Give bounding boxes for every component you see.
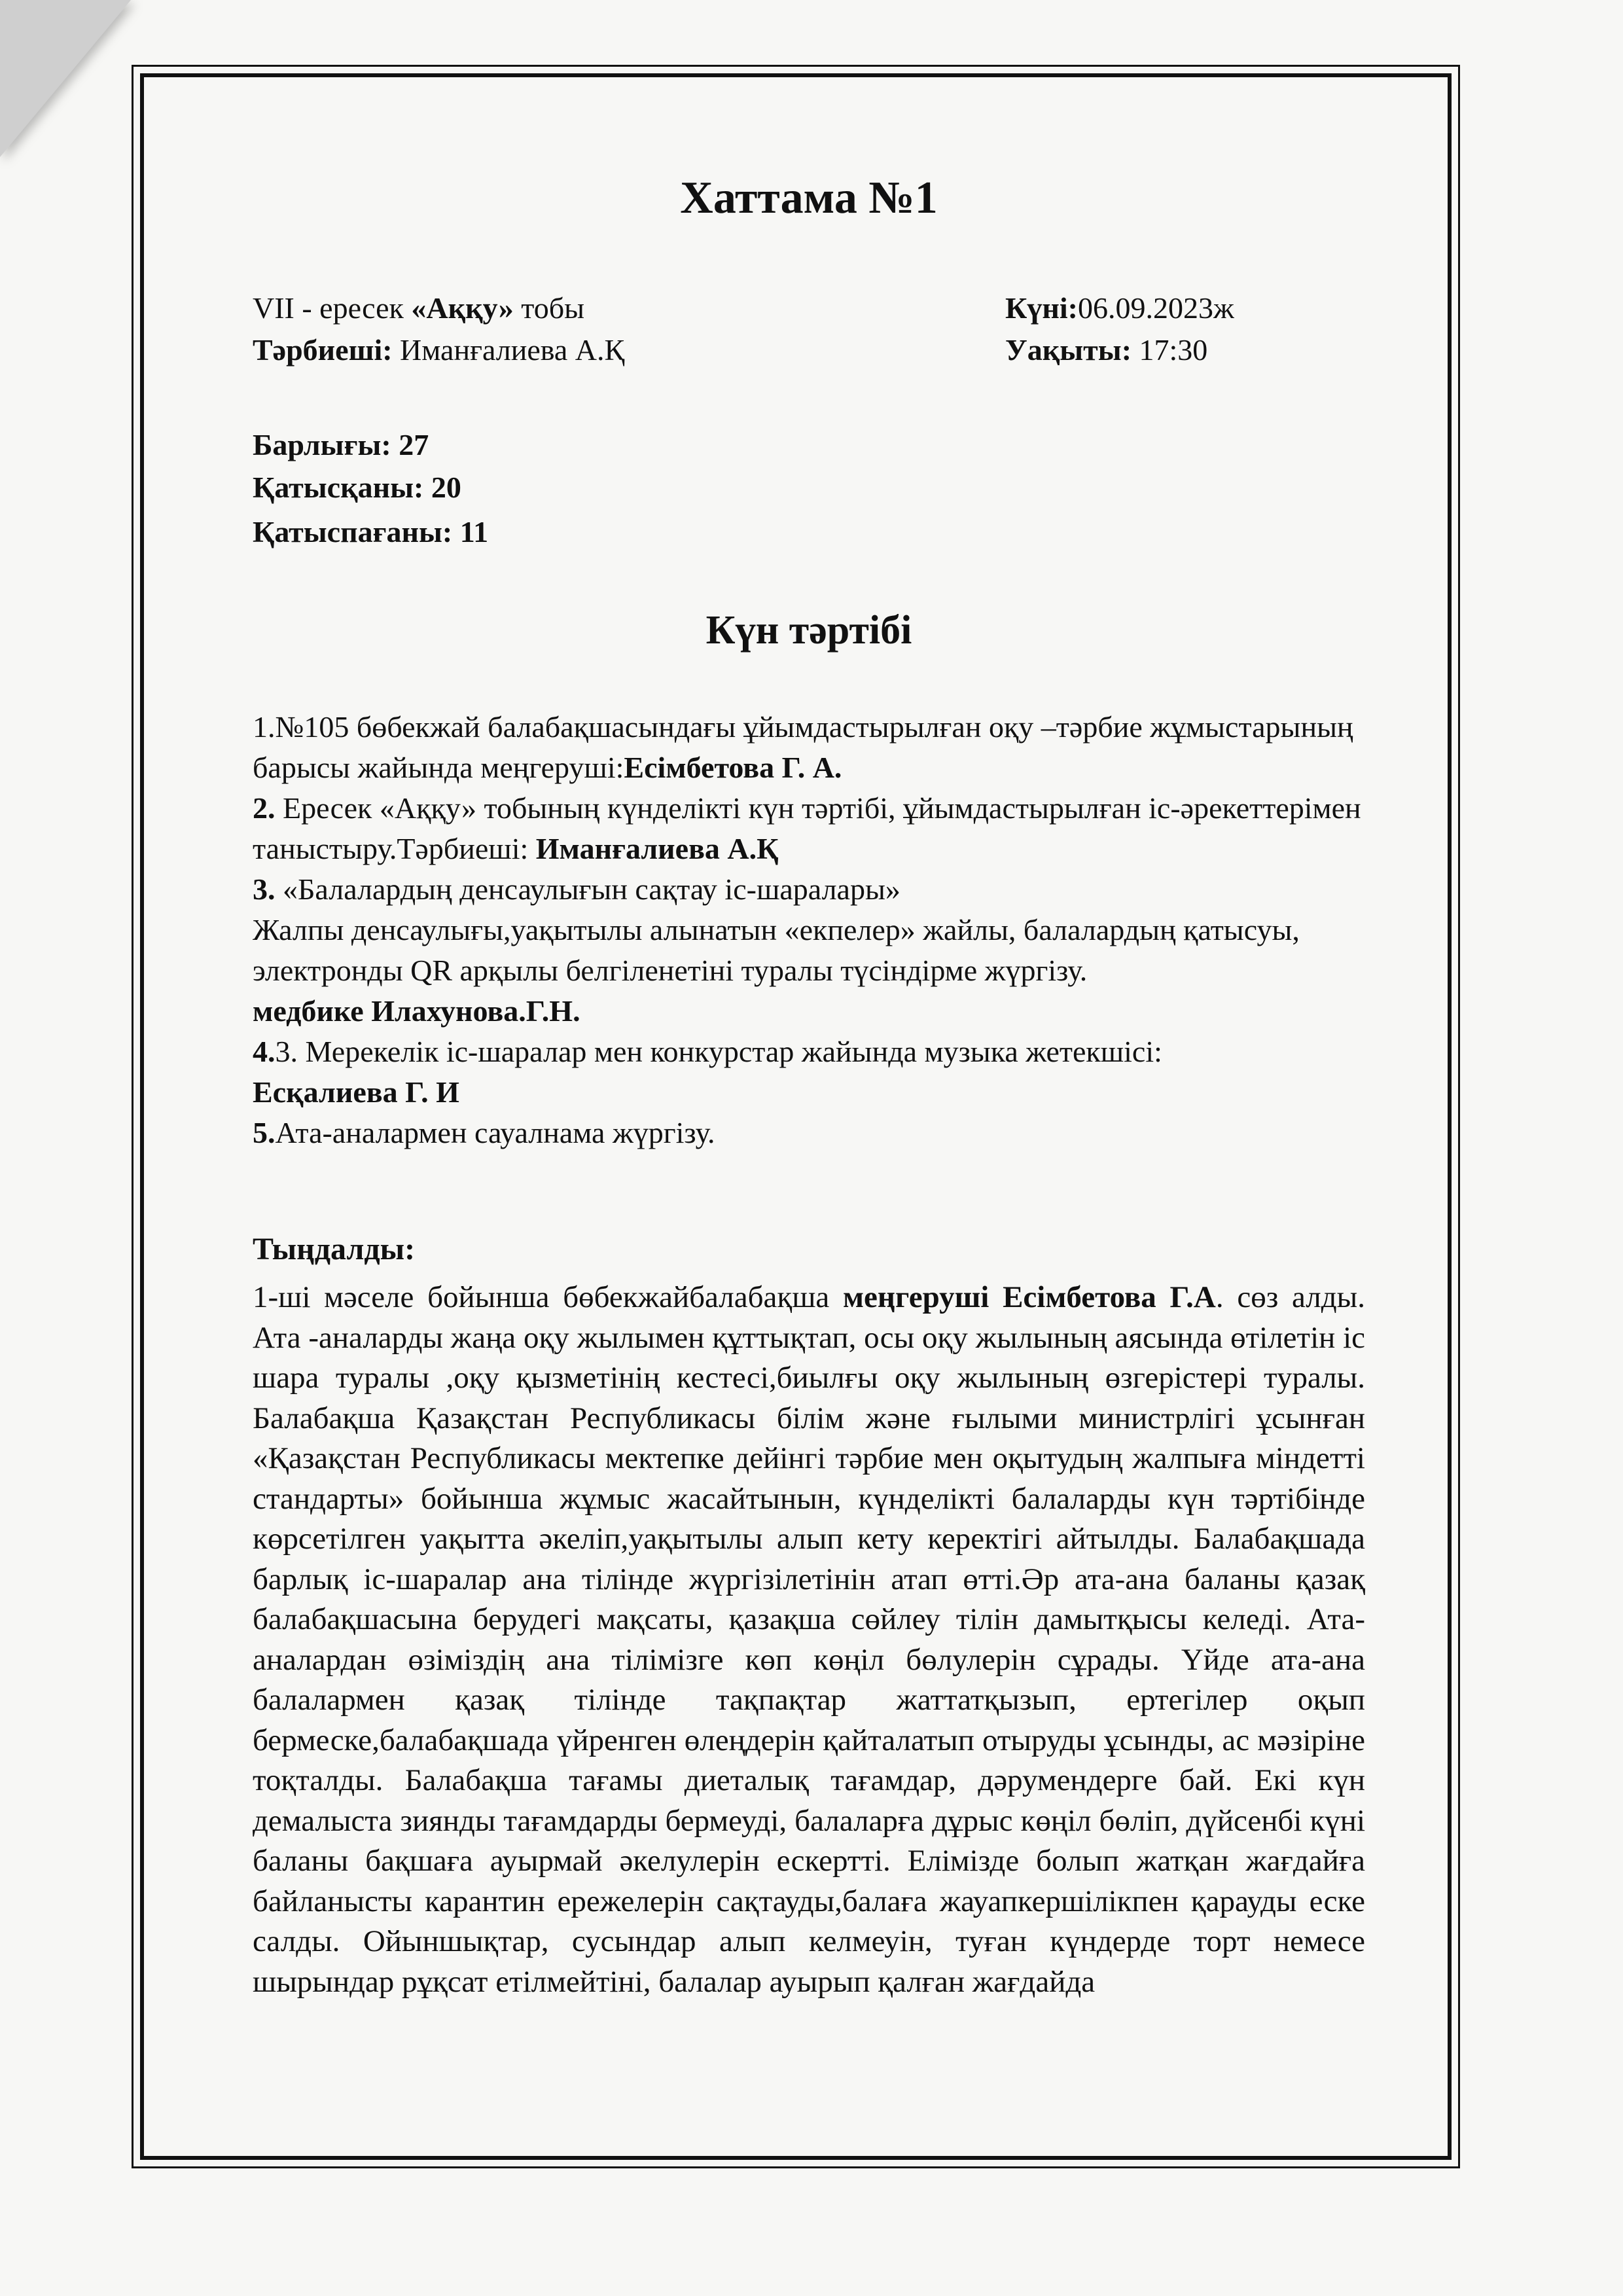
meeting-time: Уақыты: 17:30 xyxy=(1005,333,1208,367)
agenda-list xyxy=(253,707,1365,1153)
document-title: Хаттама №1 xyxy=(680,173,938,223)
agenda-item-2: 2. Ересек «Аққу» тобының күнделікті күн тәртібі, ұйымдастырылған іс-әрекеттерімен таныстыру.Тәрбиеші: Иманғалиева А.Қ xyxy=(253,791,1361,865)
agenda-item-5: 5.Ата-аналармен сауалнама жүргізу. xyxy=(253,1116,715,1149)
meeting-date: Күні:06.09.2023ж xyxy=(1005,291,1234,325)
speaker-name: меңгеруші Есімбетова Г.А xyxy=(843,1280,1216,1314)
stat-absent: Қатыспағаны: 11 xyxy=(253,515,489,548)
agenda-item-3: 3. «Балалардың денсаулығын сақтау іс-шаралары» xyxy=(253,872,901,906)
group-info: VII - ересек «Аққу» тобы xyxy=(253,291,585,325)
group-name: «Аққу» xyxy=(411,291,514,325)
stat-attended: Қатысқаны: 20 xyxy=(253,471,461,504)
agenda-title: Күн тәртібі xyxy=(705,608,912,653)
heard-paragraph: 1-ші мәселе бойынша бөбекжайбалабақша меңгеруші Есімбетова Г.А. сөз алды. Ата -аналарды жаңа оқу жылымен құттықтап, осы оқу жылының аясында өтілетін іс шара туралы ,оқу қызметінің кестесі,биылғы оқу жылының өзгерістері туралы. Балабақша Қазақстан Республикасы білім және ғылыми министрлігі ұсынған «Қазақстан Республикасы мектепке дейінгі тәрбие мен оқытудың жалпыға міндетті стандарты» бойынша жұмыс жасайтынын, күнделікті балаларды күн тәртібінде көрсетілген уақытта әкеліп,уақытылы алып кету керектігі айтылды. Балабақшада барлық іс-шаралар ана тілінде жүргізілетінін атап өтті.Әр ата-ана баланы қазақ балабақшасына берудегі мақсаты, қазақша сөйлеу тілін дамытқысы келеді. Ата-аналардан өзіміздің ана тілімізге көп көңіл бөлулерін сұрады. Үйде ата-ана балалармен қазақ тілінде тақпақтар жаттатқызып, ертегілер оқып бермеске,балабақшада үйренген өлеңдерін қайталатып отыруды ұсынды, ас мәзіріне тоқталды. Балабақша тағамы диеталық тағамдар, дәрумендерге бай. Екі күн демалыста зиянды тағамдарды бермеуді, балаларға дұрыс көңіл бөліп, дүйсенбі күні баланы бақшаға ауырмай әкелулерін ескертті. Елімізде болып жатқан жағдайға байланысты карантин ережелерін сақтауды,балаға жауапкершілікпен қарауды еске салды. Ойыншықтар, сусындар алып келмеуін, туған күндерде торт немесе шырындар рұқсат етілмейтіні, балалар ауырып қалған жағдайда xyxy=(253,1280,1365,1999)
teacher-info: Тәрбиеші: Иманғалиева А.Қ xyxy=(253,333,625,367)
agenda-item-3-person: медбике Илахунова.Г.Н. xyxy=(253,994,580,1028)
agenda-item-1: 1.№105 бөбекжай балабақшасындағы ұйымдастырылған оқу –тәрбие жұмыстарының барысы жайында меңгеруші:Есімбетова Г. А. xyxy=(253,710,1353,784)
heard-title: Тыңдалды: xyxy=(253,1232,416,1266)
agenda-item-3-detail: Жалпы денсаулығы,уақытылы алынатын «екпелер» жайлы, балалардың қатысуы, электронды QR арқылы белгіленетіні туралы түсіндірме жүргізу. xyxy=(253,913,1300,987)
folded-corner xyxy=(0,0,131,157)
stat-total: Барлығы: 27 xyxy=(253,428,429,461)
agenda-item-4-person: Есқалиева Г. И xyxy=(253,1075,459,1109)
agenda-item-4: 4.3. Мерекелік іс-шаралар мен конкурстар жайында музыка жетекшісі: xyxy=(253,1035,1162,1068)
